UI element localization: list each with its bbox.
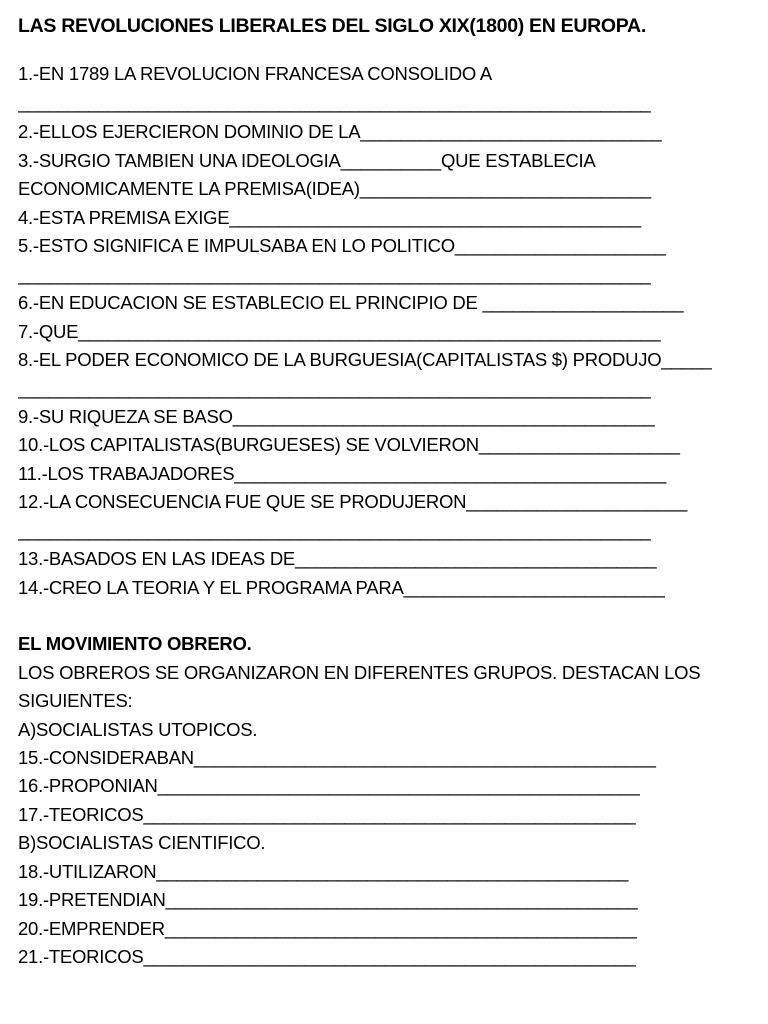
question-15: 15.-CONSIDERABAN______________________________________________ — [18, 747, 656, 768]
question-1: 1.-EN 1789 LA REVOLUCION FRANCESA CONSOLIDO A — [18, 63, 493, 84]
question-4: 4.-ESTA PREMISA EXIGE_________________________________________ — [18, 207, 641, 228]
question-17: 17.-TEORICOS_________________________________________________ — [18, 804, 636, 825]
question-8-blank: _______________________________________________________________ — [18, 378, 651, 399]
question-9: 9.-SU RIQUEZA SE BASO__________________________________________ — [18, 406, 655, 427]
section-intro-line-2: SIGUIENTES: — [18, 690, 133, 711]
question-2: 2.-ELLOS EJERCIERON DOMINIO DE LA______________________________ — [18, 121, 662, 142]
question-18: 18.-UTILIZARON_______________________________________________ — [18, 861, 629, 882]
question-11: 11.-LOS TRABAJADORES___________________________________________ — [18, 463, 667, 484]
question-1-blank: _______________________________________________________________ — [18, 92, 651, 113]
question-3-continuation: ECONOMICAMENTE LA PREMISA(IDEA)_____________________________ — [18, 178, 651, 199]
question-21: 21.-TEORICOS_________________________________________________ — [18, 946, 636, 967]
section-heading: EL MOVIMIENTO OBRERO. — [18, 633, 252, 654]
question-16: 16.-PROPONIAN________________________________________________ — [18, 775, 640, 796]
question-20: 20.-EMPRENDER_______________________________________________ — [18, 918, 637, 939]
question-12-blank: _______________________________________________________________ — [18, 520, 651, 541]
section-intro-line-1: LOS OBREROS SE ORGANIZARON EN DIFERENTES GRUPOS. DESTACAN LOS — [18, 662, 701, 683]
group-a-heading: A)SOCIALISTAS UTOPICOS. — [18, 719, 258, 740]
question-10: 10.-LOS CAPITALISTAS(BURGUESES) SE VOLVIERON____________________ — [18, 434, 680, 455]
group-b-heading: B)SOCIALISTAS CIENTIFICO. — [18, 832, 266, 853]
question-19: 19.-PRETENDIAN_______________________________________________ — [18, 889, 638, 910]
page-title: LAS REVOLUCIONES LIBERALES DEL SIGLO XIX(1800) EN EUROPA. — [18, 15, 646, 37]
question-5: 5.-ESTO SIGNIFICA E IMPULSABA EN LO POLITICO_____________________ — [18, 235, 666, 256]
question-13: 13.-BASADOS EN LAS IDEAS DE____________________________________ — [18, 548, 657, 569]
question-7: 7.-QUE__________________________________________________________ — [18, 321, 661, 342]
question-6: 6.-EN EDUCACION SE ESTABLECIO EL PRINCIPIO DE ____________________ — [18, 292, 684, 313]
question-5-blank: _______________________________________________________________ — [18, 264, 651, 285]
question-3: 3.-SURGIO TAMBIEN UNA IDEOLOGIA__________QUE ESTABLECIA — [18, 150, 596, 171]
question-14: 14.-CREO LA TEORIA Y EL PROGRAMA PARA__________________________ — [18, 577, 665, 598]
question-12: 12.-LA CONSECUENCIA FUE QUE SE PRODUJERON______________________ — [18, 491, 688, 512]
question-8: 8.-EL PODER ECONOMICO DE LA BURGUESIA(CAPITALISTAS $) PRODUJO_____ — [18, 349, 712, 370]
